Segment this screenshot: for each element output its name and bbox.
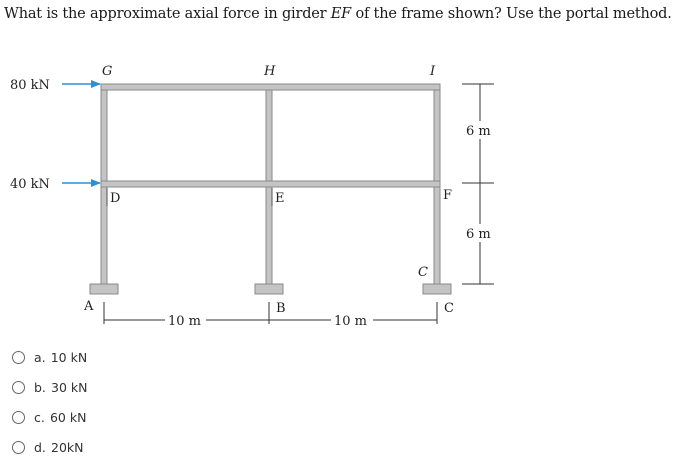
joint-label-h: H (264, 64, 276, 79)
radio-button[interactable] (12, 381, 25, 394)
joint-label-b: B (276, 301, 286, 316)
joint-label-c-column: C (418, 265, 428, 280)
answer-options (12, 342, 87, 462)
option-text: 60 kN (49, 409, 87, 425)
option-a[interactable] (12, 342, 87, 372)
load-label-80: 80 kN (10, 78, 50, 93)
radio-button[interactable] (12, 441, 25, 454)
joint-label-d: D (110, 191, 121, 206)
joint-label-e: E (275, 191, 285, 206)
option-text: 20kN (51, 439, 84, 455)
question-member: EF (330, 6, 352, 22)
question-post: of the frame shown? Use the portal method. (351, 6, 672, 22)
height-label-2: 6 m (466, 227, 491, 242)
height-label-1: 6 m (466, 124, 491, 139)
option-letter: d. (34, 439, 46, 455)
joint-label-g: G (102, 64, 113, 79)
question-pre: What is the approximate axial force in girder (4, 6, 331, 22)
span-label-2: 10 m (334, 314, 368, 329)
option-c[interactable] (12, 402, 87, 432)
joint-label-a: A (84, 299, 94, 314)
option-d[interactable] (12, 432, 87, 462)
load-label-40: 40 kN (10, 177, 50, 192)
radio-button[interactable] (12, 411, 25, 424)
girder-middle (101, 181, 440, 187)
joint-label-f: F (443, 188, 453, 203)
support-a (90, 284, 118, 294)
option-letter: b. (34, 379, 46, 395)
support-b (255, 284, 283, 294)
span-label-1: 10 m (168, 314, 202, 329)
option-text: 10 kN (50, 349, 88, 365)
joint-label-c-base: C (444, 301, 454, 316)
option-text: 30 kN (51, 379, 88, 395)
option-letter: c. (34, 409, 45, 425)
option-b[interactable] (12, 372, 87, 402)
joint-label-i: I (430, 64, 436, 79)
support-c (423, 284, 451, 294)
girder-top (101, 84, 440, 90)
radio-button[interactable] (12, 351, 25, 364)
option-letter: a. (34, 349, 46, 365)
